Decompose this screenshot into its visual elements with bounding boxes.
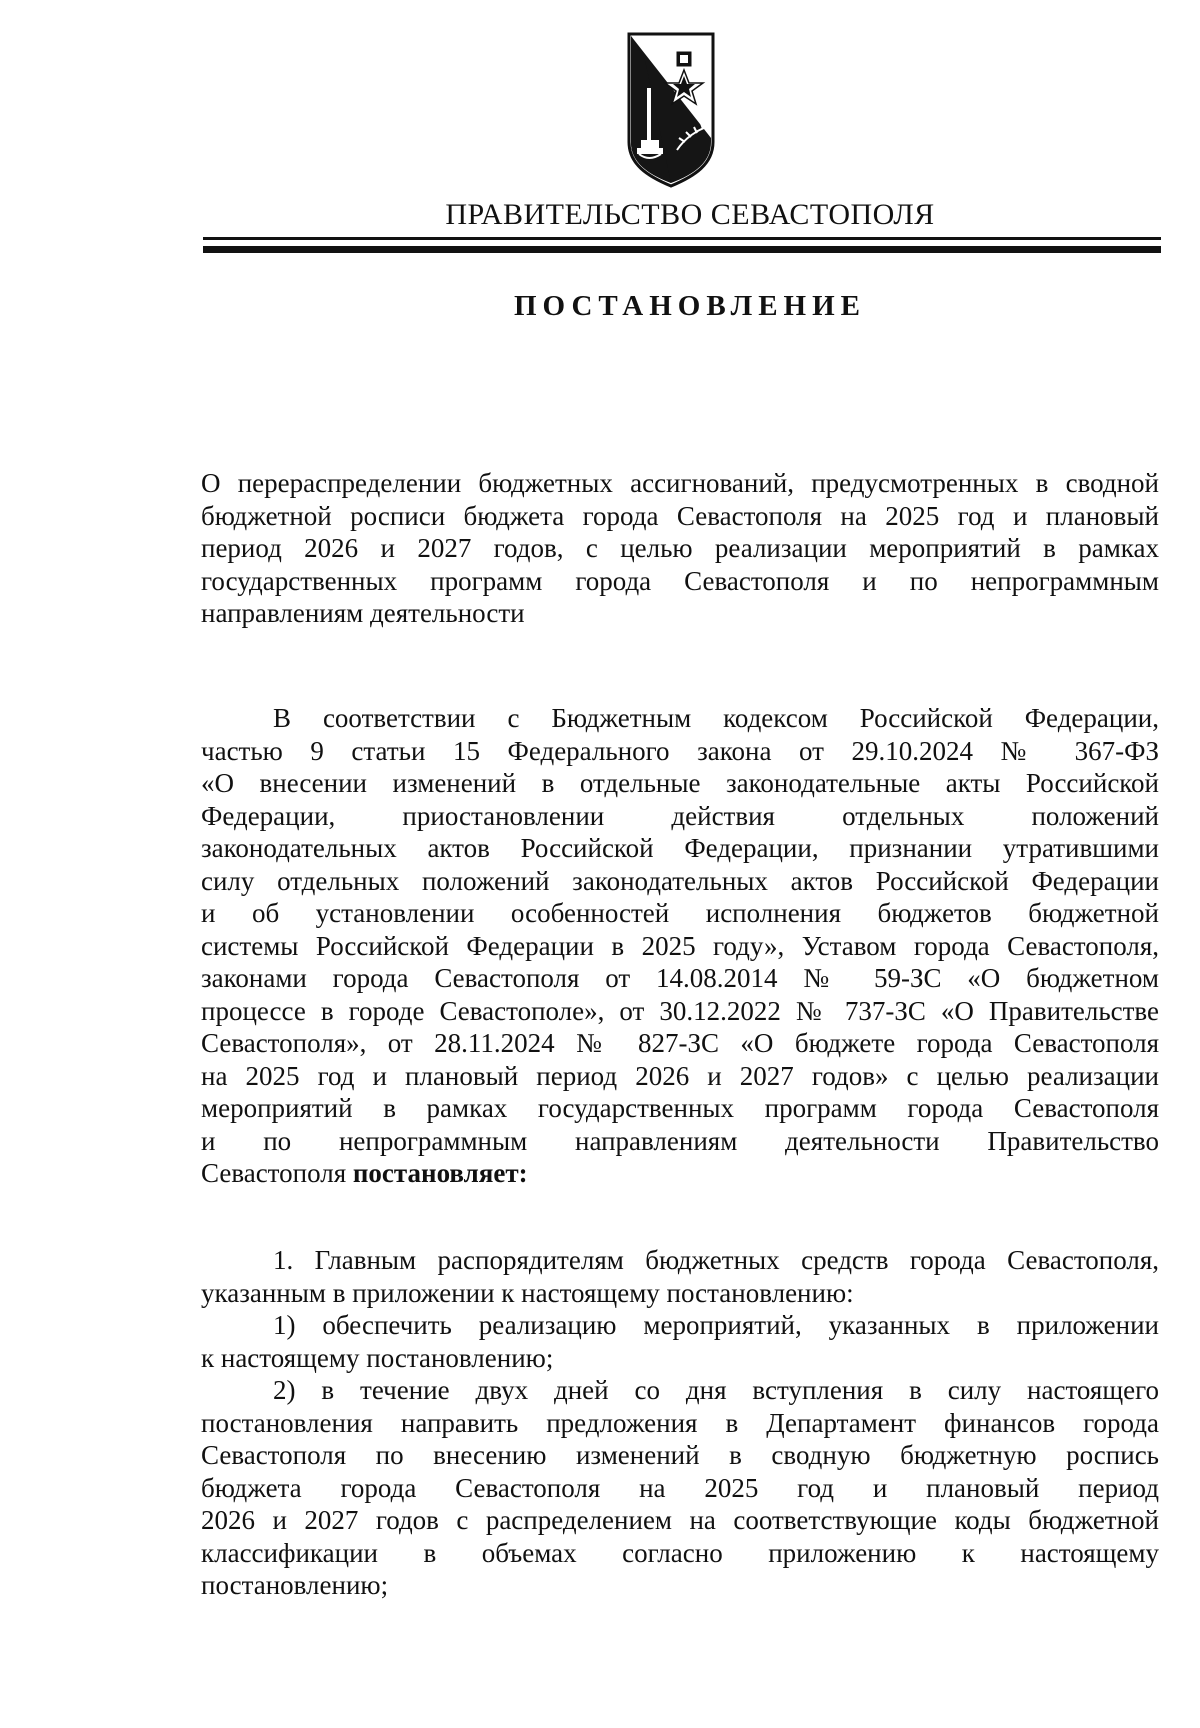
preamble-line: Севастополя», от 28.11.2024 № 827-ЗС «О бюджете города Севастополя [201,1028,1159,1058]
preamble-line: силу отдельных положений законодательных актов Российской Федерации [201,865,1159,896]
preamble-paragraph [201,702,1159,1190]
clause-line: постановления направить предложения в Департамент финансов города [201,1407,1159,1438]
preamble-line: мероприятий в рамках государственных программ города Севастополя [201,1093,1159,1123]
preamble-line: «О внесении изменений в отдельные законодательные акты Российской [201,768,1159,798]
preamble-line: и об установлении особенностей исполнения бюджетов бюджетной [201,898,1159,928]
clause-line: классификации в объемах согласно приложению к настоящему [201,1537,1159,1568]
government-name: ПРАВИТЕЛЬСТВО СЕВАСТОПОЛЯ [445,198,935,231]
resolution-clauses [201,1244,1159,1602]
header-divider-thin [203,237,1161,240]
subject-line: О перераспределении бюджетных ассигнований, предусмотренных в сводной [201,468,1159,498]
clause-line: бюджета города Севастополя на 2025 год и плановый период [201,1472,1159,1503]
preamble-line: системы Российской Федерации в 2025 году», Уставом города Севастополя, [201,930,1159,961]
preamble-line: частью 9 статьи 15 Федерального закона от 29.10.2024 № 367-ФЗ [201,735,1159,766]
clause-line: постановлению; [201,1570,389,1600]
preamble-line: В соответствии с Бюджетным кодексом Российской Федерации, [273,703,1159,733]
clause-line: 1) обеспечить реализацию мероприятий, указанных в приложении [273,1310,1159,1340]
clause-line: указанным в приложении к настоящему постановлению: [201,1277,854,1308]
preamble-line: Федерации, приостановлении действия отдельных положений [201,800,1159,831]
subject-line: бюджетной росписи бюджета города Севастополя на 2025 год и плановый [201,500,1159,531]
subject-line: направлениям деятельности [201,598,525,628]
preamble-line: и по непрограммным направлениям деятельности Правительство [201,1125,1159,1156]
subject-line: период 2026 и 2027 годов, с целью реализации мероприятий в рамках [201,533,1159,563]
preamble-line: на 2025 год и плановый период 2026 и 2027 годов» с целью реализации [201,1060,1159,1091]
preamble-closing-text: Севастополя [201,1158,353,1188]
resolves-keyword: постановляет: [352,1158,528,1188]
clause-line: 2026 и 2027 годов с распределением на соответствующие коды бюджетной [201,1505,1159,1535]
preamble-line: процессе в городе Севастополе», от 30.12.2022 № 737-ЗС «О Правительстве [201,995,1159,1026]
document-type-heading: ПОСТАНОВЛЕНИЕ [513,290,866,322]
clause-line: 1. Главным распорядителям бюджетных средств города Севастополя, [273,1245,1159,1275]
preamble-line: законодательных актов Российской Федерации, признании утратившими [201,833,1159,863]
clause-line: Севастополя по внесению изменений в сводную бюджетную роспись [201,1440,1159,1470]
sevastopol-coat-of-arms-icon [625,30,717,190]
clause-line: к настоящему постановлению; [201,1342,554,1373]
subject-line: государственных программ города Севастополя и по непрограммным [201,565,1159,596]
header-divider-thick [203,246,1161,253]
preamble-closing-line [201,1157,1159,1190]
clause-line: 2) в течение двух дней со дня вступления в силу настоящего [273,1375,1159,1405]
preamble-line: законами города Севастополя от 14.08.2014 № 59-ЗС «О бюджетном [201,963,1159,993]
resolution-subject [201,467,1159,630]
